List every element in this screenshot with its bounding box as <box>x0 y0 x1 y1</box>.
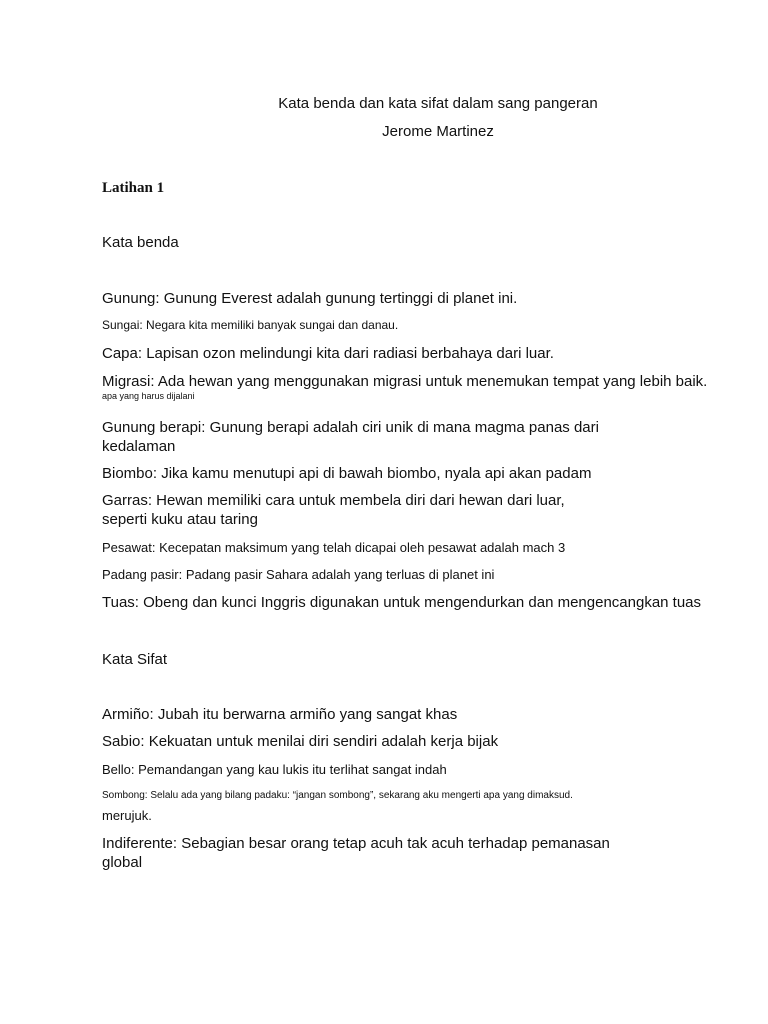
noun-tuas: Tuas: Obeng dan kunci Inggris digunakan untuk mengendurkan dan mengencangkan tuas <box>102 594 702 611</box>
document-title: Kata benda dan kata sifat dalam sang pangeran <box>278 95 598 112</box>
adjective-bello: Bello: Pemandangan yang kau lukis itu terlihat sangat indah <box>102 762 447 777</box>
noun-garras-continuation: seperti kuku atau taring <box>102 511 258 528</box>
noun-capa: Capa: Lapisan ozon melindungi kita dari radiasi berbahaya dari luar. <box>102 345 554 362</box>
adjective-sabio: Sabio: Kekuatan untuk menilai diri sendiri adalah kerja bijak <box>102 733 499 750</box>
noun-migrasi-continuation: apa yang harus dijalani <box>102 391 195 401</box>
noun-sungai: Sungai: Negara kita memiliki banyak sungai dan danau. <box>102 318 399 332</box>
exercise-heading: Latihan 1 <box>102 180 165 196</box>
noun-migrasi: Migrasi: Ada hewan yang menggunakan migrasi untuk menemukan tempat yang lebih baik. <box>102 373 708 390</box>
adjective-sombong: Sombong: Selalu ada yang bilang padaku: “jangan sombong”, sekarang aku mengerti apa yang dimaksud. <box>102 790 573 801</box>
document-author: Jerome Martinez <box>382 123 494 140</box>
adjective-armino: Armiño: Jubah itu berwarna armiño yang sangat khas <box>102 706 458 723</box>
noun-garras: Garras: Hewan memiliki cara untuk membela diri dari hewan dari luar, <box>102 492 565 509</box>
noun-padang-pasir: Padang pasir: Padang pasir Sahara adalah yang terluas di planet ini <box>102 567 495 582</box>
noun-gunung-berapi-continuation: kedalaman <box>102 438 176 455</box>
noun-gunung: Gunung: Gunung Everest adalah gunung tertinggi di planet ini. <box>102 290 518 307</box>
noun-pesawat: Pesawat: Kecepatan maksimum yang telah dicapai oleh pesawat adalah mach 3 <box>102 540 566 555</box>
adjective-sombong-continuation: merujuk. <box>102 808 152 823</box>
adjective-indiferente: Indiferente: Sebagian besar orang tetap acuh tak acuh terhadap pemanasan <box>102 835 610 852</box>
nouns-heading: Kata benda <box>102 234 179 251</box>
noun-biombo: Biombo: Jika kamu menutupi api di bawah biombo, nyala api akan padam <box>102 465 592 482</box>
adjectives-heading: Kata Sifat <box>102 651 168 668</box>
noun-gunung-berapi: Gunung berapi: Gunung berapi adalah ciri unik di mana magma panas dari <box>102 419 599 436</box>
adjective-indiferente-continuation: global <box>102 854 143 871</box>
